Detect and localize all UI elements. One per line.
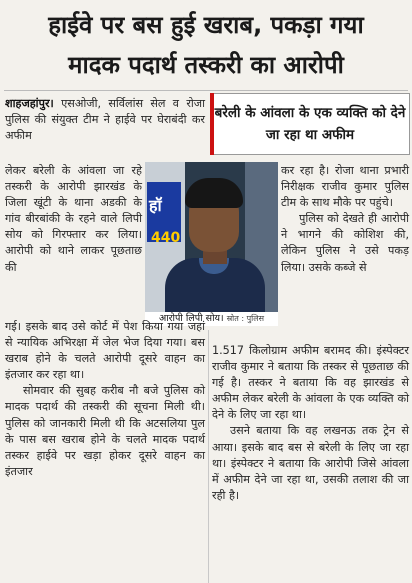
- headline: [0, 0, 412, 92]
- headline-line-1: हाईवे पर बस हुई खराब, पकड़ा गया: [48, 11, 364, 39]
- article-text-left-bot-p2: सोमवार की सुबह करीब नौ बजे पुलिस को मादक पदार्थ की तस्करी की सूचना मिली थी। पुलिस को जानकारी मिली थी कि अटसलिया पुल के पास बस खराब होने के चलते मादक पदार्थ तस्कर हाईवे पर खड़ा होकर दूसरे वाहन का इंतजार: [5, 384, 205, 478]
- article-text-left-top: एसओजी, सर्विलांस सेल व रोजा पुलिस की संयुक्त टीम ने हाईवे पर घेराबंदी कर अफीम: [5, 97, 205, 143]
- article-text-right-bot-p2: उसने बताया कि वह लखनऊ तक ट्रेन से आया। इसके बाद बस से बरेली के लिए जा रहा था। इंस्पेक्टर ने बताया कि आरोपी जिसे आंवला में अफीम देने जा रहा था, उसकी तलाश की जा रही है।: [212, 424, 409, 502]
- article-text-right-bot-p1: 1.517 किलोग्राम अफीम बरामद की। इंस्पेक्टर राजीव कुमार ने बताया कि तस्कर से पूछताछ की गई है। तस्कर ने बताया कि वह झारखंड से अफीम लेकर बरेली के आंवला के एक व्यक्ति को देने के लिए जा रहा था।: [212, 344, 409, 422]
- headline-rule: [4, 90, 408, 91]
- column-divider: [208, 330, 209, 583]
- photo-source: स्रोत : पुलिस: [226, 314, 265, 323]
- article-text-left-mid: लेकर बरेली के आंवला जा रहे तस्करी के आरोपी झारखंड के जिला खूंटी के थाना अडकी के गांव बीरबांकी के रहने वाले लिपी सोय को गिरफ्तार कर लिया। आरोपी को थाने लाकर पूछताछ की: [5, 164, 142, 274]
- accused-photo: [145, 162, 278, 312]
- article-text-right-top-p1: कर रहा है। रोजा थाना प्रभारी निरीक्षक राजीव कुमार पुलिस टीम के साथ मौके पर पहुंचे।: [281, 164, 409, 210]
- photo-hair: [185, 178, 243, 208]
- photo-sign-text: हॉ: [149, 196, 162, 215]
- photo-caption-text: आरोपी लिपी सोय।: [158, 313, 224, 324]
- photo-sign-number: 440: [151, 230, 181, 246]
- subheading-box: बरेली के आंवला के एक व्यक्ति को देने जा रहा था अफीम: [210, 93, 410, 155]
- article-column-right-top: [281, 163, 409, 325]
- article-column-left-mid: [5, 163, 142, 334]
- article-text-left-bot-p1: गई। इसके बाद उसे कोर्ट में पेश किया गया जहां से न्यायिक अभिरक्षा में जेल भेज दिया गया। बस खराब होने के चलते आरोपी दूसरे वाहन का इंतजार कर रहा था।: [5, 320, 205, 382]
- article-column-left-bottom: [5, 319, 205, 583]
- article-column-right-bottom: [212, 343, 409, 583]
- headline-line-2: मादक पदार्थ तस्करी का आरोपी: [68, 51, 344, 79]
- article-text-right-top-p2: पुलिस को देखते ही आरोपी ने भागने की कोशिश की, लेकिन पुलिस ने उसे पकड़ लिया। उसके कब्जे से: [281, 212, 409, 274]
- article-column-left-top: [5, 96, 205, 160]
- dateline: शाहजहांपुर।: [5, 97, 54, 110]
